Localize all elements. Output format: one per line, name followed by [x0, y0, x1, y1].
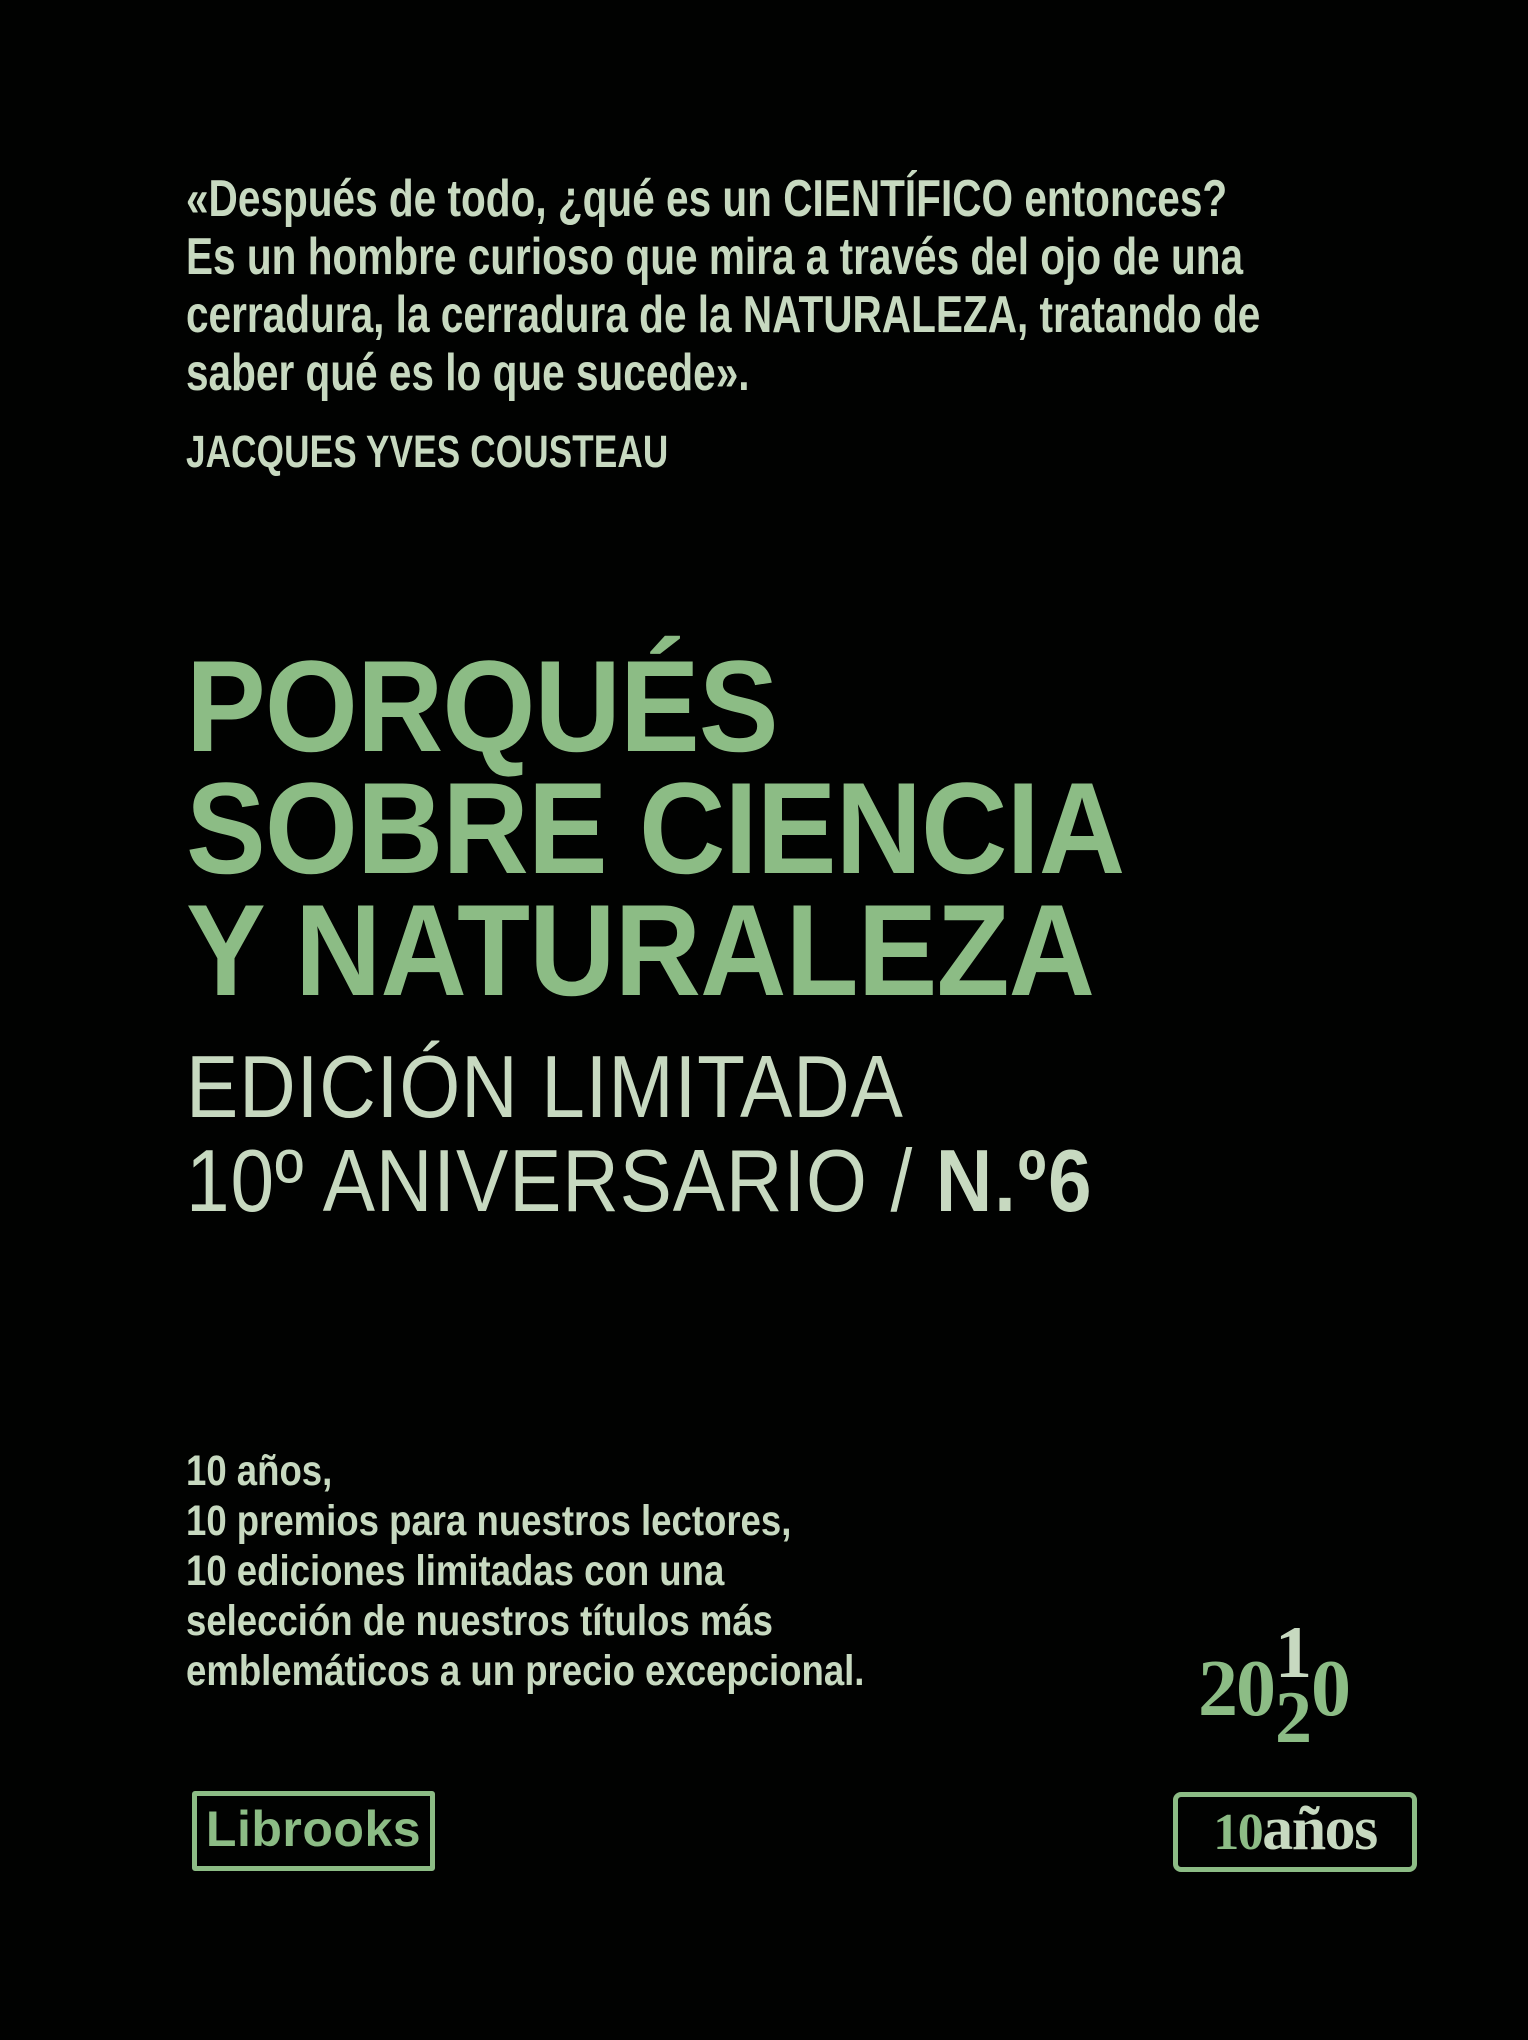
promo-line-2: 10 premios para nuestros lectores,	[186, 1497, 792, 1545]
quote-block	[186, 170, 1528, 478]
promo-line-5: emblemáticos a un precio excepcional.	[186, 1647, 865, 1695]
logo-digit-2: 2	[1275, 1677, 1310, 1759]
publisher-logo	[192, 1791, 435, 1871]
subtitle-anniversary	[186, 1131, 1412, 1230]
cover-text-column	[186, 170, 1528, 1696]
subtitle-block	[186, 1037, 1528, 1230]
title-line-3: Y NATURALEZA	[186, 877, 1095, 1023]
subtitle-edition: EDICIÓN LIMITADA	[186, 1037, 904, 1136]
anniversary-word: años	[1262, 1795, 1377, 1863]
logo-2010-2020	[1198, 1611, 1349, 1759]
publisher-name: Librooks	[205, 1801, 422, 1857]
anniversary-badge	[1173, 1792, 1417, 1872]
title-line-2: SOBRE CIENCIA	[186, 755, 1125, 901]
subtitle-anniversary-text: 10º ANIVERSARIO /	[186, 1131, 936, 1230]
anniversary-badge-text	[1213, 1795, 1377, 1863]
anniversary-number: 10	[1213, 1804, 1263, 1861]
promo-line-4: selección de nuestros títulos más	[186, 1597, 774, 1645]
quote-line-3: cerradura, la cerradura de la NATURALEZA, tratando de	[186, 286, 1261, 344]
title-line-1: PORQUÉS	[186, 633, 778, 779]
subtitle-issue-number: N.º6	[935, 1131, 1094, 1230]
logo-digit-1: 1	[1275, 1611, 1310, 1694]
logo-stacked-digits	[1275, 1611, 1310, 1759]
logo-digits-20: 20	[1198, 1645, 1274, 1733]
quote-line-2: Es un hombre curioso que mira a través del ojo de una	[186, 228, 1244, 286]
logo-digit-0: 0	[1311, 1645, 1349, 1733]
promo-line-1: 10 años,	[186, 1447, 333, 1495]
quote-attribution: JACQUES YVES COUSTEAU	[186, 426, 669, 477]
title-block	[186, 633, 1528, 1023]
promo-line-3: 10 ediciones limitadas con una	[186, 1547, 725, 1595]
quote-line-1: «Después de todo, ¿qué es un CIENTÍFICO entonces?	[186, 170, 1228, 228]
quote-line-4: saber qué es lo que sucede».	[186, 344, 750, 402]
